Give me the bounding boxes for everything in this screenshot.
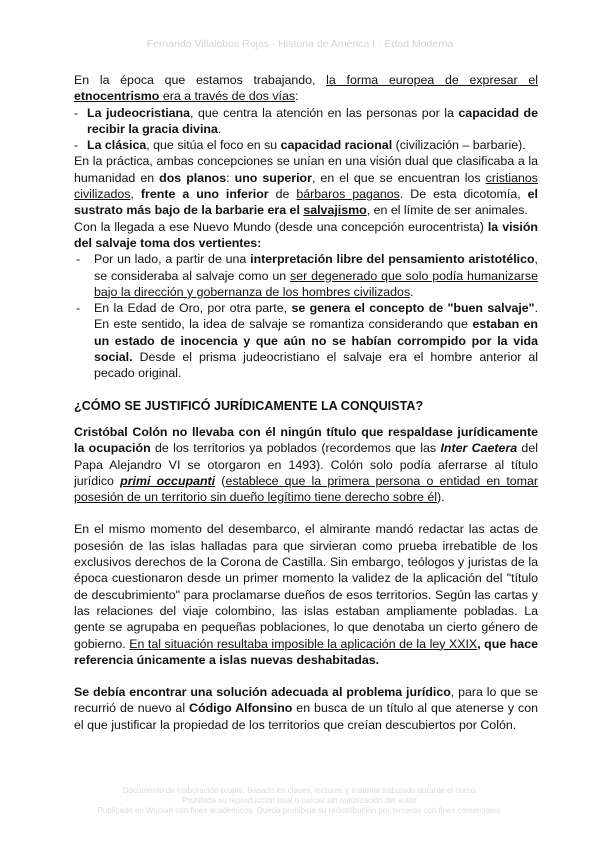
underlined-text: la forma europea de expresar el: [326, 73, 539, 87]
list-savage-views: [74, 251, 538, 381]
list-item: - La clásica, que sitúa el foco en su capacidad racional (civilización – barbarie).: [74, 137, 538, 153]
spacer: [74, 505, 538, 521]
footer-line: Prohibida su reproducción total o parcial sin autorización del autor.: [182, 796, 418, 805]
list-item: - En la Edad de Oro, por otra parte, se genera el concepto de "buen salvaje". En este sentido, la idea de salvaje se romantiza considerando que estaban en un estado de inocencia y que aún no se habían corrompido por la vida social. Desde el prisma judeocristiano el salvaje era el hombre anterior al pecado original.: [74, 300, 538, 381]
paragraph-dual-vision: En la práctica, ambas concepciones se unían en una visión dual que clasificaba a la humanidad en dos planos: uno superior, en el que se encuentran los cristianos civilizados, frente a uno inferior de bárbaros paganos. De esta dicotomía, el sustrato más bajo de la barbarie era el salvajismo, en el límite de ser animales.: [74, 154, 538, 218]
paragraph-intro: [74, 72, 538, 105]
watermark-footer: [0, 786, 600, 816]
document-body: [74, 72, 538, 733]
list-two-ways: [74, 105, 538, 154]
list-item: - Por un lado, a partir de una interpretación libre del pensamiento aristotélico, se consideraba al salvaje como un ser degenerado que solo podía humanizarse bajo la dirección y gobernanza de los hombres civilizados.: [74, 251, 538, 300]
paragraph-landing: En el mismo momento del desembarco, el almirante mandó redactar las actas de posesión de las islas halladas para que sirvieran como prueba irrebatible de los exclusivos derechos de la Corona de Castilla. Sin embargo, teólogos y juristas de la época cuestionaron desde un primer momento la validez de la aplicación del "título de descubrimiento" para proclamarse dueños de esos territorios. Según las cartas y las relaciones del viaje colombino, las islas estaban ampliamente pobladas. La gente se agrupaba en pequeñas poblaciones, lo que denotaba un cierto género de gobierno. En tal situación resultaba imposible la aplicación de la ley XXIX, que hace referencia únicamente a islas nuevas deshabitadas.: [74, 522, 538, 667]
footer-line: Documento de elaboración propia. Basado en clases, lecturas y material trabajado durante el curso.: [122, 786, 478, 795]
page-header: Fernando Villalobos Rojas · Historia de América I · Edad Moderna: [146, 38, 454, 50]
footer-line: Publicado en Wuolah con fines académicos. Queda prohibida su redistribución por terceros con fines comerciales.: [97, 806, 503, 815]
text: En la época que estamos trabajando,: [74, 73, 327, 87]
spacer: [74, 668, 538, 684]
section-heading: ¿CÓMO SE JUSTIFICÓ JURÍDICAMENTE LA CONQUISTA?: [74, 398, 424, 413]
paragraph-colon-title: Cristóbal Colón no llevaba con él ningún título que respaldase jurídicamente la ocupación de los territorios ya poblados (recordemos que las Inter Caetera del Papa Alejandro VI se otorgaron en 1493). Colón solo podía aferrarse al título jurídico primi occupanti (establece que la primera persona o entidad en tomar posesión de un territorio sin dueño legítimo tiene derecho sobre él).: [74, 424, 538, 505]
list-item: - La judeocristiana, que centra la atención en las personas por la capacidad de recibir la gracia divina.: [74, 105, 538, 138]
underlined-text: era a través de dos vías: [159, 89, 296, 104]
paragraph-solution: Se debía encontrar una solución adecuada al problema jurídico, para lo que se recurrió de nuevo al Código Alfonsino en busca de un título al que atenerse y con el que justificar la propiedad de los territorios que creían descubiertos por Colón.: [74, 685, 538, 732]
paragraph-new-world: Con la llegada a ese Nuevo Mundo (desde una concepción eurocentrista) la visión del salvaje toma dos vertientes:: [74, 219, 538, 250]
spacer: [74, 414, 538, 424]
spacer: [74, 382, 538, 398]
bold-text: etnocentrismo: [74, 89, 160, 104]
text: :: [295, 89, 299, 104]
